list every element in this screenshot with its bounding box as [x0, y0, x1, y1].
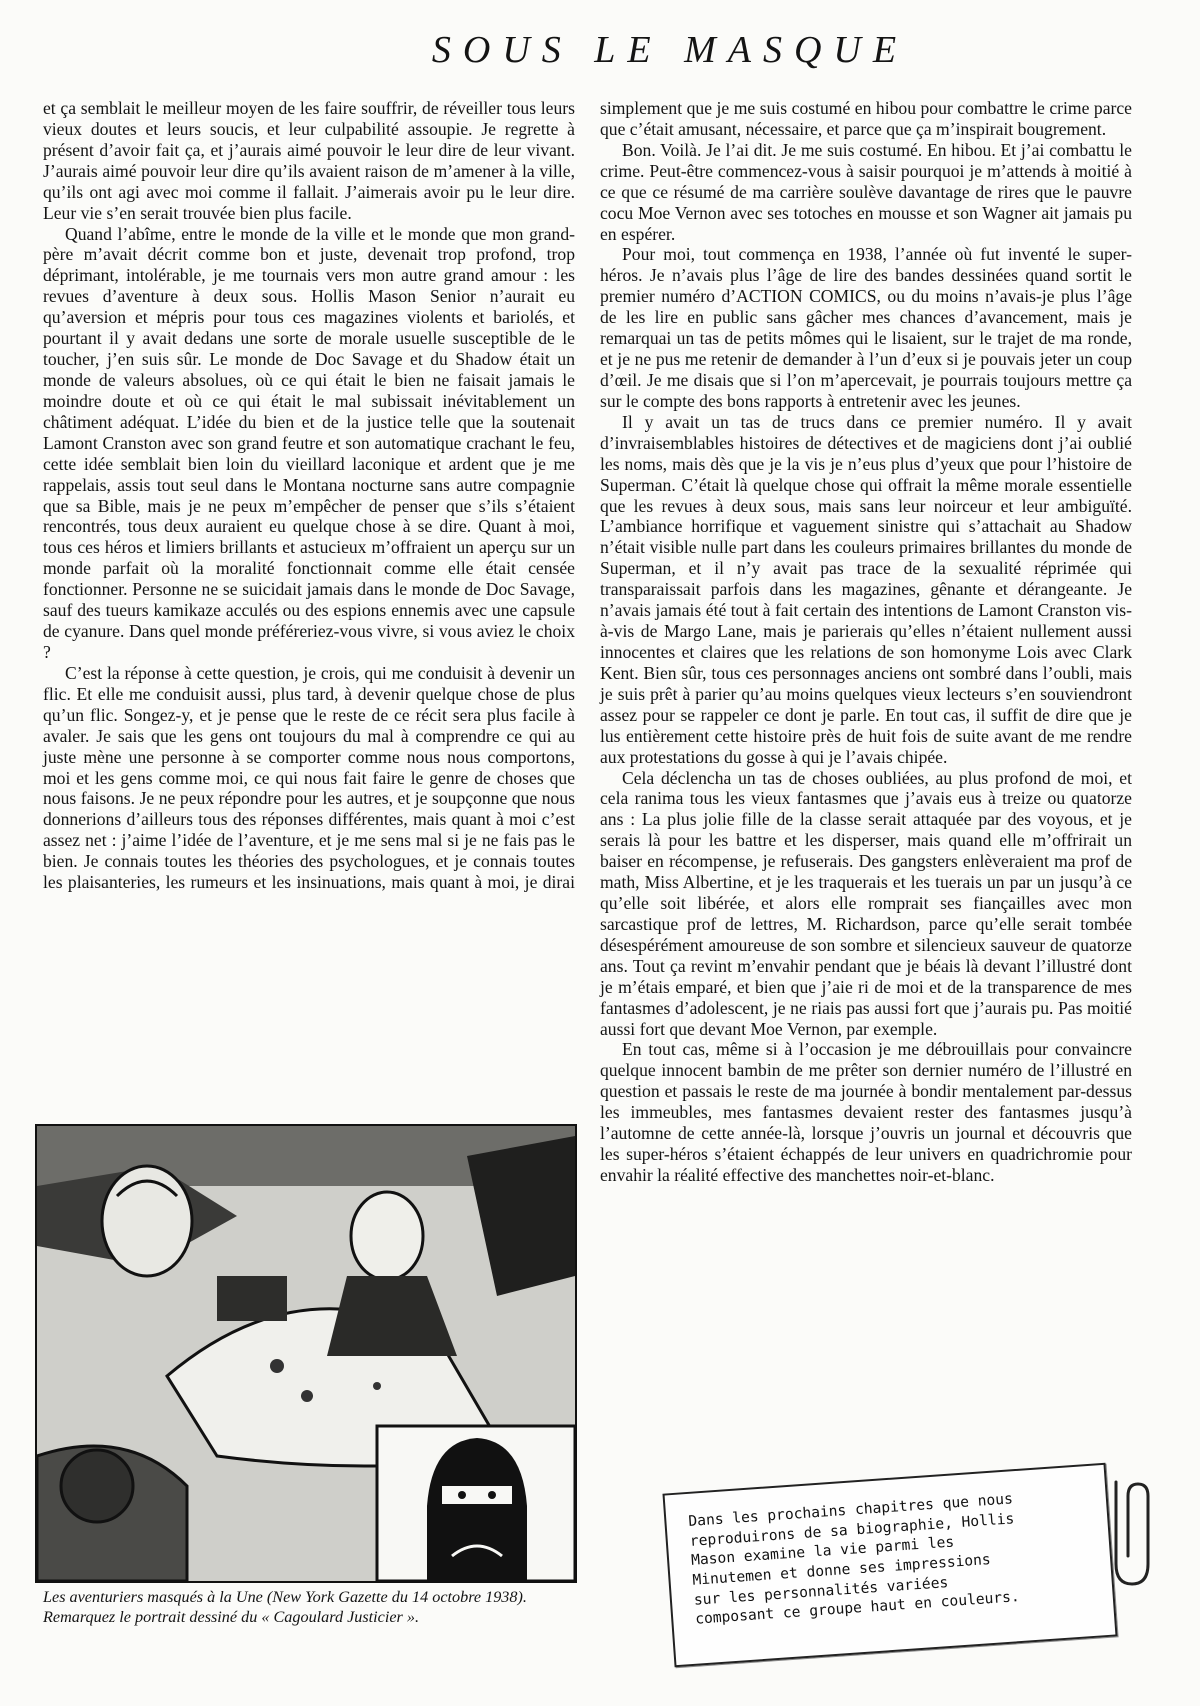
right-column: [600, 98, 1132, 1186]
note-text: Dans les prochains chapitres que nous reproduirons de sa biographie, Hollis Mason examine la vie parmi les Minutemen et donne ses impressions sur les personnalités variées composant ce groupe haut en couleurs.: [687, 1490, 1021, 1629]
paperclip-icon: [1092, 1472, 1162, 1592]
right-paragraph-6: En tout cas, même si à l’occasion je me débrouillais pour convaincre quelque innocent bambin de me prêter son dernier numéro de l’illustré en question et passais le reste de ma journée à bondir mentalement par-dessus les immeubles, mes fantasmes devaient rester des fantasmes jusqu’à l’automne de cette année-là, lorsque j’ouvris un journal et découvris que les super-héros s’étaient échappés de leur univers en quadrichromie pour envahir la réalité effective des manchettes noir-et-blanc.: [600, 1039, 1132, 1186]
left-paragraph-1: et ça semblait le meilleur moyen de les faire souffrir, de réveiller tous leurs vieux doutes et leurs soucis, et leur culpabilité assoupie. Je regrette à présent d’avoir fait ça, et j’aurais aimé pouvoir le leur dire de leur vivant. J’aurais aimé pouvoir leur dire qu’ils avaient raison de m’amener à la ville, qu’ils ont agi avec moi comme il fallait. J’aimerais avoir pu le leur dire. Leur vie s’en serait trouvée bien plus facile.: [43, 98, 575, 223]
right-paragraph-2: Bon. Voilà. Je l’ai dit. Je me suis costumé. En hibou. Et j’ai combattu le crime. Peut-être commencez-vous à saisir pourquoi je m’attends à moitié à ce que ce résumé de ma carrière soulève davantage de rires que le pauvre cocu Moe Vernon avec ses totoches en mousse et son Wagner ait jamais pu en espérer.: [600, 139, 1132, 244]
left-column: [43, 98, 575, 893]
note-card: [662, 1463, 1117, 1668]
comic-illustration: [35, 1124, 577, 1583]
page-title: SOUS LE MASQUE: [431, 29, 909, 71]
typed-note: [668, 1478, 1128, 1668]
left-paragraph-3: C’est la réponse à cette question, je crois, qui me conduisit à devenir un flic. Et elle me conduisit aussi, plus tard, à devenir quelque chose de plus qu’un flic. Songez-y, et je pense que le reste de ce récit sera plus facile à avaler. Je sais que les gens ont toujours du mal à comprendre ce qui au juste mène une personne à se comporter comme nous nous comportons, moi et les gens comme moi, ce qui nous fait faire le genre de choses que nous faisons. Je ne peux répondre pour les autres, et je soupçonne que nous donnerions d’ailleurs tous des réponses différentes, mais quant à moi c’est assez net : j’aime l’idée de l’aventure, et je me sens mal si je ne fais pas le bien. Je connais toutes les théories des psychologues, et je connais toutes les plaisanteries, les rumeurs et les insinuations, mais quant à moi, je dirai: [43, 662, 575, 893]
right-paragraph-5: Cela déclencha un tas de choses oubliées, au plus profond de moi, et cela ranima tous les vieux fantasmes que j’avais eus à treize ou quatorze ans : La plus jolie fille de la classe serait attaquée par des voyous, et je serais là pour les battre et les disperser, mais quand elle m’offrirait un baiser en récompense, je refuserais. Des gangsters enlèveraient ma prof de math, Miss Albertine, et je les traquerais et les tuerais un par un jusqu’à ce qu’elle soit libérée, et alors elle romprait ses fiançailles avec mon sarcastique prof de lettres, M. Richardson, parce qu’elle serait tombée désespérément amoureuse de son sombre et silencieux sauveur de quatorze ans. Tout ça revint m’envahir pendant que je béais là devant l’illustré dont je m’étais emparé, et bien que j’aie ri de moi et de la transparence de mes fantasmes d’adolescent, je ne riais pas aussi fort que j’aurais pu. Pas moitié aussi fort que devant Moe Vernon, par exemple.: [600, 767, 1132, 1039]
left-paragraph-2: Quand l’abîme, entre le monde de la ville et le monde que mon grand-père m’avait décrit comme bon et juste, devenait trop profond, trop déprimant, intolérable, je me tournais vers mon autre grand amour : les revues d’aventure à deux sous. Hollis Mason Senior n’aurait eu qu’aversion et mépris pour tous ces magazines violents et bariolés, et pourtant il y avait dedans une sorte de morale usuelle susceptible de le toucher, j’en suis sûr. Le monde de Doc Savage et du Shadow était un monde de valeurs absolues, où ce qui était le bien ne faisait jamais le moindre doute et où ce qui était le mal subissait inévitablement un châtiment adéquat. L’idée du bien et de la justice telle que la soutenait Lamont Cranston avec son grand feutre et son automatique crachant le feu, cette idée semblait bien loin du vieillard laconique et ardent que je me rappelais, assis tout seul dans le Montana nocturne sans autre compagnie que sa Bible, mais je ne peux m’empêcher de penser que s’ils s’étaient rencontrés, tous deux auraient eu quelque chose à se dire. Quant à moi, tous ces héros et limiers brillants et astucieux m’offraient un aperçu sur un monde parfait où la moralité fonctionnait comme elle était censée fonctionner. Personne ne se suicidait jamais dans le monde de Doc Savage, sauf des tueurs kamikaze acculés ou des espions ennemis avec une capsule de cyanure. Dans quel monde préféreriez-vous vivre, si vous aviez le choix ?: [43, 223, 575, 662]
right-paragraph-3: Pour moi, tout commença en 1938, l’année où fut inventé le super-héros. Je n’avais plus l’âge de lire des bandes dessinées quand sortit le premier numéro d’ACTION COMICS, ou du moins n’avais-je plus l’âge de les lire en public sans gâcher mes chances d’avancement, mais je remarquai un tas de petits mômes qui le lisaient, sur le trajet de ma ronde, et je ne pus me retenir de demander à l’un d’eux si je pouvais jeter un coup d’œil. Je me disais que si l’on m’apercevait, je pourrais toujours mettre ça sur le compte des bons rapports à entretenir avec les jeunes.: [600, 244, 1132, 411]
illustration-drawing: [37, 1126, 575, 1581]
right-paragraph-1: simplement que je me suis costumé en hibou pour combattre le crime parce que c’était amusant, nécessaire, et parce que ça m’inspirait bougrement.: [600, 98, 1132, 139]
right-paragraph-4: Il y avait un tas de trucs dans ce premier numéro. Il y avait d’invraisemblables histoires de détectives et de magiciens dont j’ai oublié les noms, mais dès que je la vis je n’eus plus d’yeux que pour l’histoire de Superman. C’était là quelque chose qui offrait la même morale essentielle que les revues à deux sous, mais sans leur noirceur et leur ambiguïté. L’ambiance horrifique et vaguement sinistre qui s’attachait au Shadow n’était visible nulle part dans les couleurs primaires brillantes du monde de Superman, et il n’y avait pas trace de la sexualité réprimée qui transparaissait parfois dans les magazines, gênante et dérangeante. Je n’avais jamais été tout à fait certain des intentions de Lamont Cranston vis-à-vis de Margo Lane, mais je parierais qu’elles n’étaient nullement aussi innocentes et claires que les relations de son homonyme Lois avec Clark Kent. Bien sûr, tous ces personnages anciens ont sombré dans l’oubli, mais je suis prêt à parier qu’au moins quelques vieux lecteurs s’en souviendront assez pour se rappeler ce dont je parle. En tout cas, il suffit de dire que je lus entièrement cette histoire près de huit fois de suite avant de me rendre aux protestations du gosse à qui je l’avais chipée.: [600, 411, 1132, 767]
page-header: [0, 28, 1200, 72]
figure-caption: Les aventuriers masqués à la Une (New York Gazette du 14 octobre 1938). Remarquez le portrait dessiné du « Cagoulard Justicier ».: [43, 1588, 527, 1626]
